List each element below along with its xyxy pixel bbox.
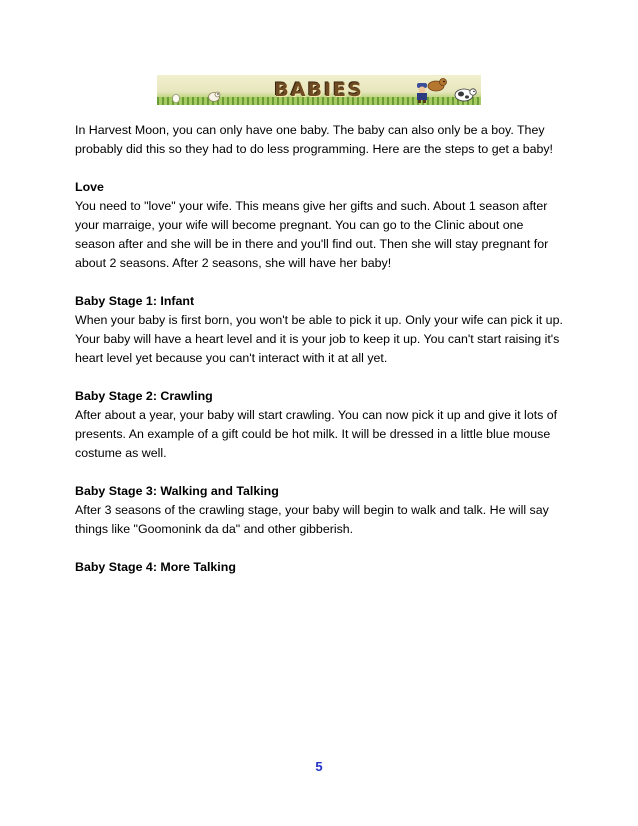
section-infant bbox=[75, 292, 565, 368]
section-heading: Baby Stage 2: Crawling bbox=[75, 389, 213, 403]
section-love bbox=[75, 178, 565, 273]
section-body: When your baby is first born, you won't be able to pick it up. Only your wife can pick it up. Your baby will have a heart level and it is your job to keep it up. You can't start raising it's heart level yet because you can't interact with it at all yet. bbox=[75, 313, 563, 365]
section-body: You need to "love" your wife. This means give her gifts and such. About 1 season after your marraige, your wife will become pregnant. You can go to the Clinic about one season after and she will be in there and you'll find out. Then she will stay pregnant for about 2 seasons. After 2 seasons, she will have her baby! bbox=[75, 199, 549, 270]
page-number: 5 bbox=[315, 759, 323, 774]
section-walking-talking bbox=[75, 482, 565, 539]
article-body bbox=[75, 121, 565, 577]
intro-paragraph: In Harvest Moon, you can only have one baby. The baby can also only be a boy. They probably did this so they had to do less programming. Here are the steps to get a baby! bbox=[75, 123, 554, 156]
section-body: After 3 seasons of the crawling stage, your baby will begin to walk and talk. He will say things like "Goomonink da da" and other gibberish. bbox=[75, 503, 549, 536]
banner-title: BABIES bbox=[274, 79, 364, 101]
section-heading: Baby Stage 3: Walking and Talking bbox=[75, 484, 279, 498]
section-heading: Baby Stage 1: Infant bbox=[75, 294, 195, 308]
section-heading: Baby Stage 4: More Talking bbox=[75, 560, 236, 574]
section-crawling bbox=[75, 387, 565, 463]
section-heading: Love bbox=[75, 180, 104, 194]
section-more-talking bbox=[75, 558, 565, 577]
dog-icon bbox=[425, 77, 447, 93]
babies-banner bbox=[157, 75, 481, 105]
cow-icon bbox=[453, 85, 477, 103]
section-body: After about a year, your baby will start crawling. You can now pick it up and give it lots of presents. An example of a gift could be hot milk. It will be dressed in a little blue mouse costume as well. bbox=[75, 408, 558, 460]
